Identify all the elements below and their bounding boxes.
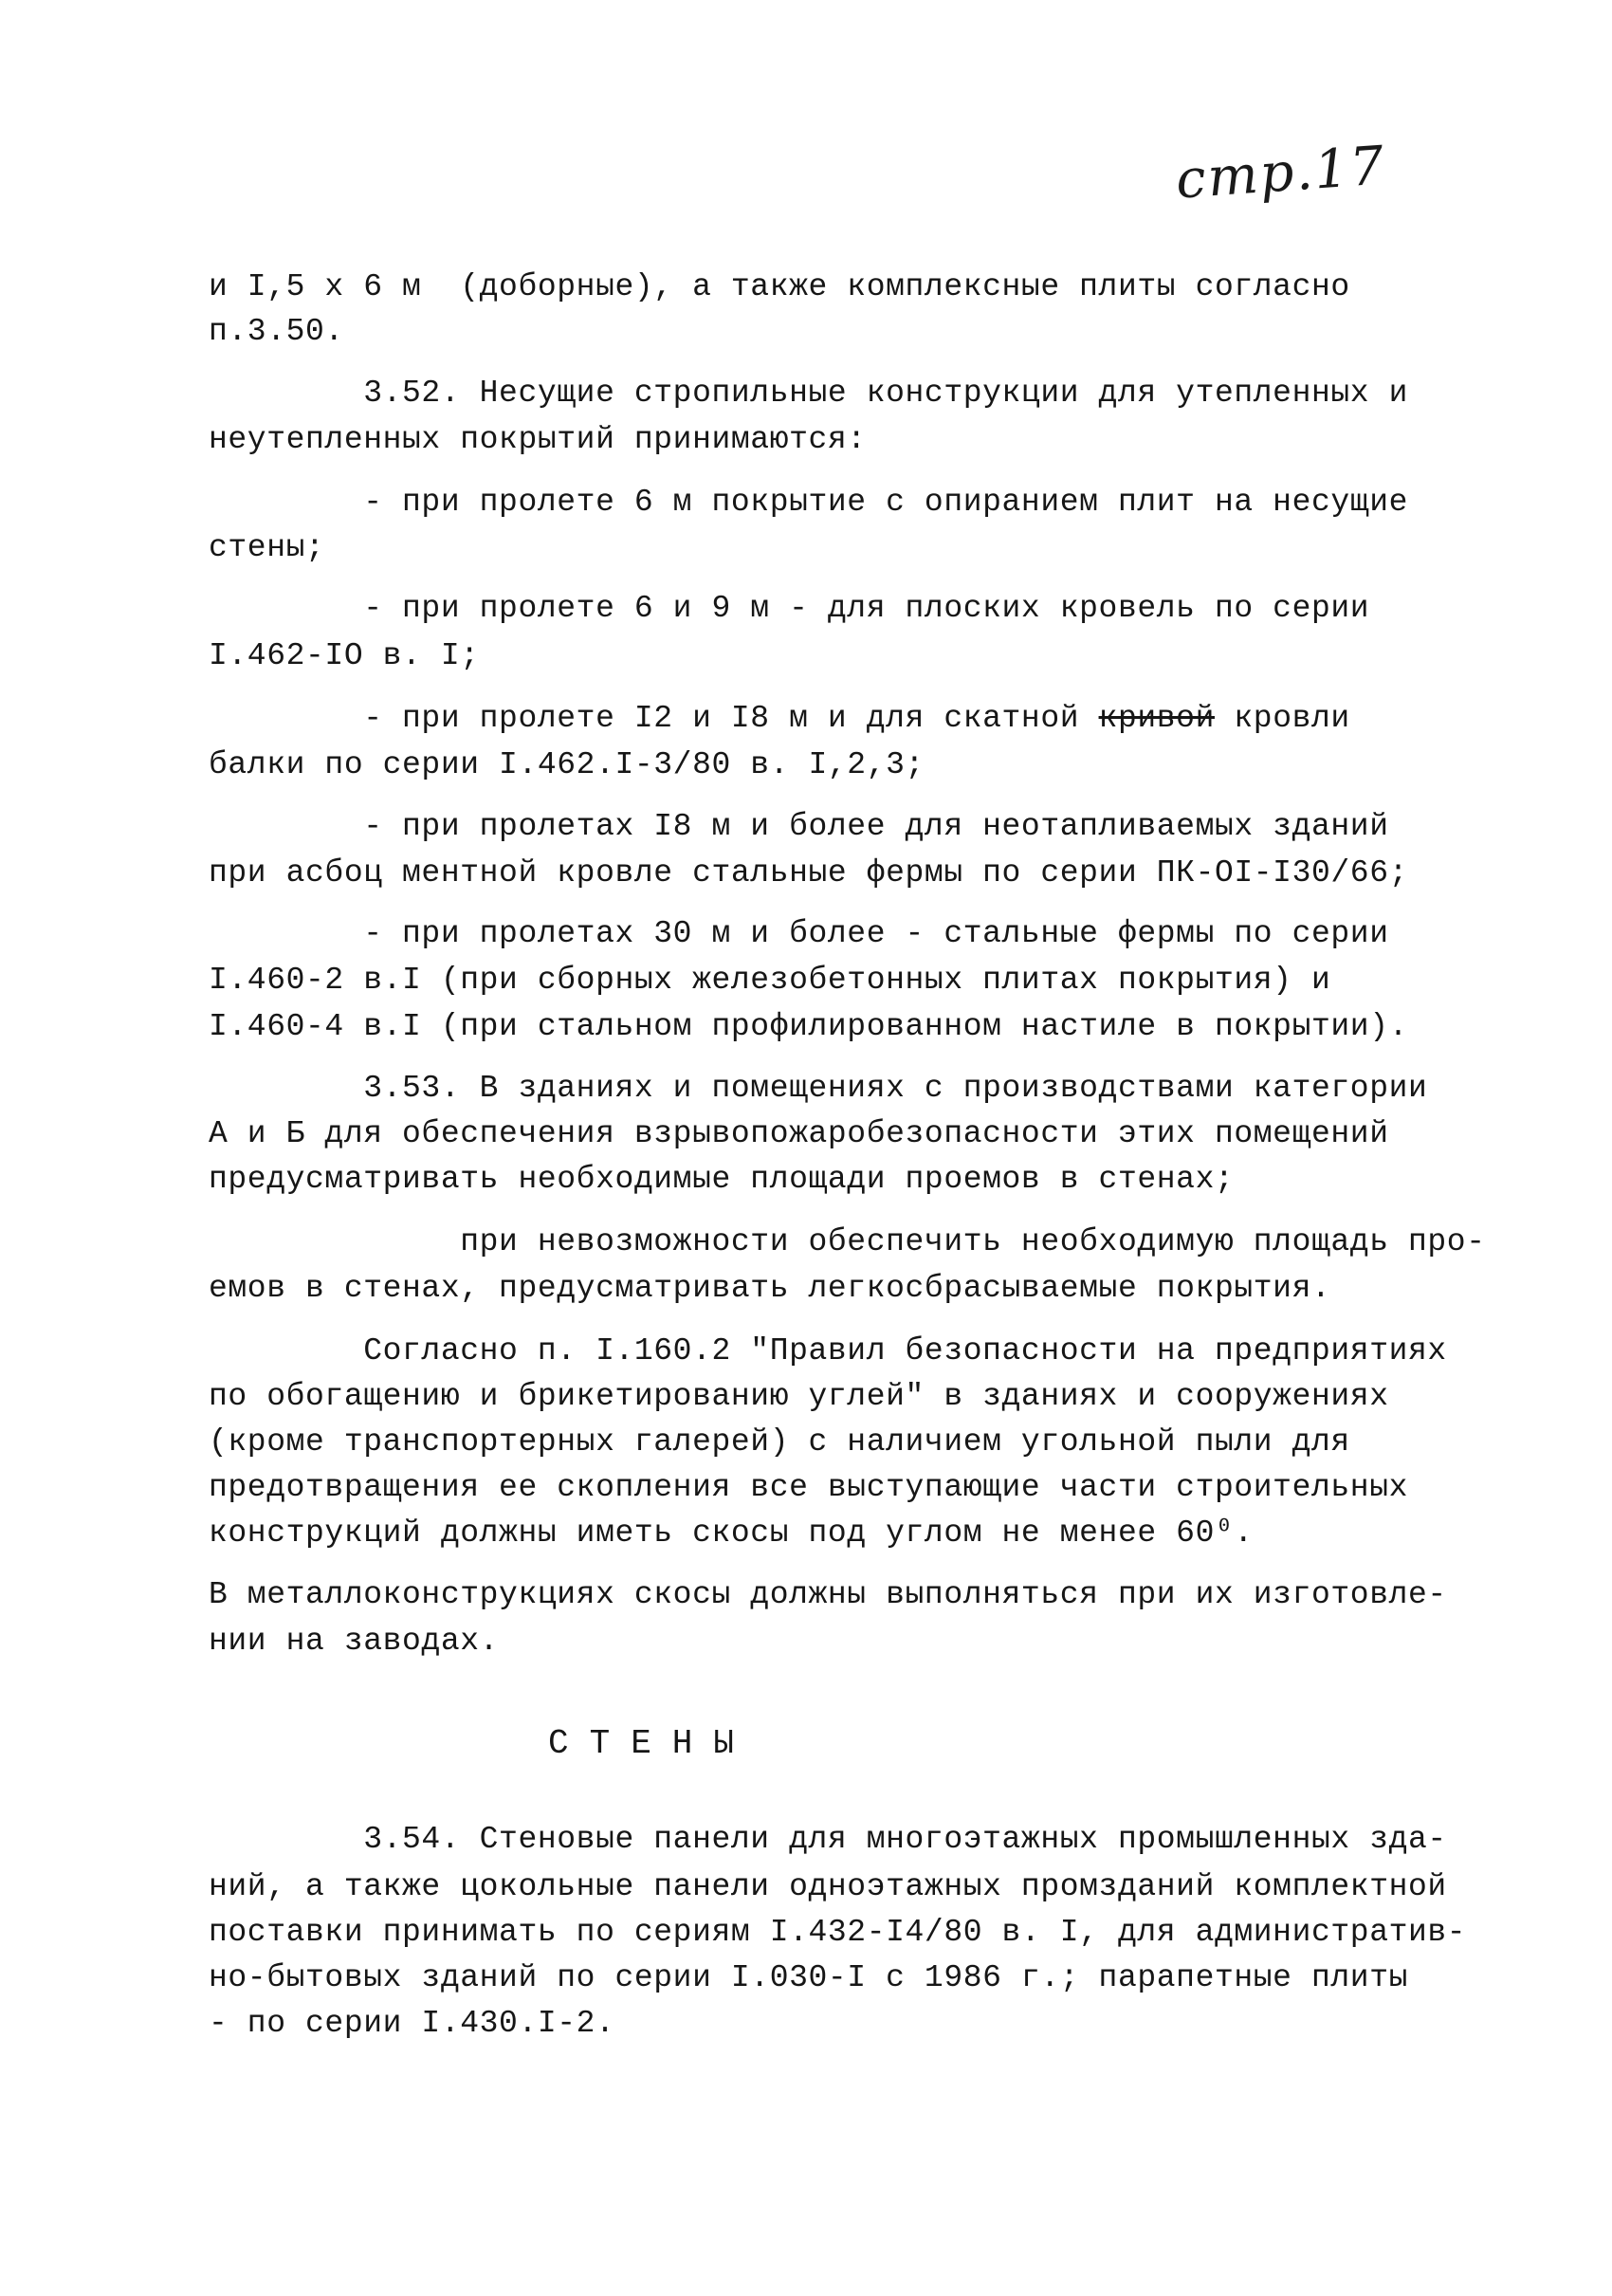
- text-line: 3.54. Стеновые панели для многоэтажных промышленных зда-: [209, 1822, 1447, 1857]
- text-line: поставки принимать по сериям I.432-I4/80 в. I, для административ-: [209, 1915, 1467, 1950]
- text-line: неутепленных покрытий принимаются:: [209, 422, 867, 457]
- text-line: емов в стенах, предусматривать легкосбрасываемые покрытия.: [209, 1271, 1331, 1306]
- text-line: балки по серии I.462.I-3/80 в. I,2,3;: [209, 747, 925, 782]
- struck-word: кривой: [1098, 701, 1215, 736]
- text-line: но-бытовых зданий по серии I.030-I с 1986 г.; парапетные плиты: [209, 1960, 1408, 1995]
- text-line: и I,5 х 6 м (доборные), а также комплексные плиты согласно: [209, 269, 1350, 304]
- text-line: - при пролете 6 м покрытие с опиранием плит на несущие: [209, 485, 1408, 520]
- text-line: А и Б для обеспечения взрывопожаробезопасности этих помещений: [209, 1116, 1389, 1151]
- text-line: п.3.50.: [209, 314, 344, 349]
- text-line: нии на заводах.: [209, 1624, 500, 1659]
- text-line: - по серии I.430.I-2.: [209, 2006, 615, 2041]
- text-segment: кровли: [1214, 701, 1350, 736]
- text-line: по обогащению и брикетированию углей" в зданиях и сооружениях: [209, 1379, 1389, 1414]
- text-line: (кроме транспортерных галерей) с наличием угольной пыли для: [209, 1424, 1350, 1460]
- text-line: 3.53. В зданиях и помещениях с производствами категории: [209, 1071, 1428, 1106]
- text-line: В металлоконструкциях скосы должны выполняться при их изготовле-: [209, 1577, 1447, 1612]
- text-line: стены;: [209, 530, 325, 565]
- text-line: при невозможности обеспечить необходимую площадь про-: [209, 1224, 1486, 1259]
- text-line-with-strike: [209, 700, 1350, 738]
- text-line: - при пролетах I8 м и более для неотапливаемых зданий: [209, 809, 1389, 844]
- text-line: - при пролетах 30 м и более - стальные фермы по серии: [209, 916, 1389, 951]
- text-segment: - при пролете I2 и I8 м и для скатной: [209, 701, 1099, 736]
- text-line: I.460-4 в.I (при стальном профилированном настиле в покрытии).: [209, 1009, 1408, 1044]
- page-number: стр.17: [1174, 135, 1388, 211]
- text-line: ний, а также цокольные панели одноэтажных промзданий комплектной: [209, 1869, 1447, 1904]
- text-line: конструкций должны иметь скосы под углом не менее 60⁰.: [209, 1515, 1254, 1551]
- section-heading: СТЕНЫ: [548, 1724, 756, 1763]
- text-line: I.460-2 в.I (при сборных железобетонных плитах покрытия) и: [209, 963, 1331, 998]
- text-line: предусматривать необходимые площади проемов в стенах;: [209, 1162, 1235, 1197]
- text-line: при асбоц ментной кровле стальные фермы по серии ПК-OI-I30/66;: [209, 855, 1408, 891]
- text-line: Согласно п. I.160.2 "Правил безопасности на предприятиях: [209, 1333, 1447, 1368]
- text-line: - при пролете 6 и 9 м - для плоских кровель по серии: [209, 591, 1370, 626]
- text-line: 3.52. Несущие стропильные конструкции для утепленных и: [209, 376, 1408, 411]
- text-line: I.462-IO в. I;: [209, 638, 480, 673]
- text-line: предотвращения ее скопления все выступающие части строительных: [209, 1470, 1408, 1505]
